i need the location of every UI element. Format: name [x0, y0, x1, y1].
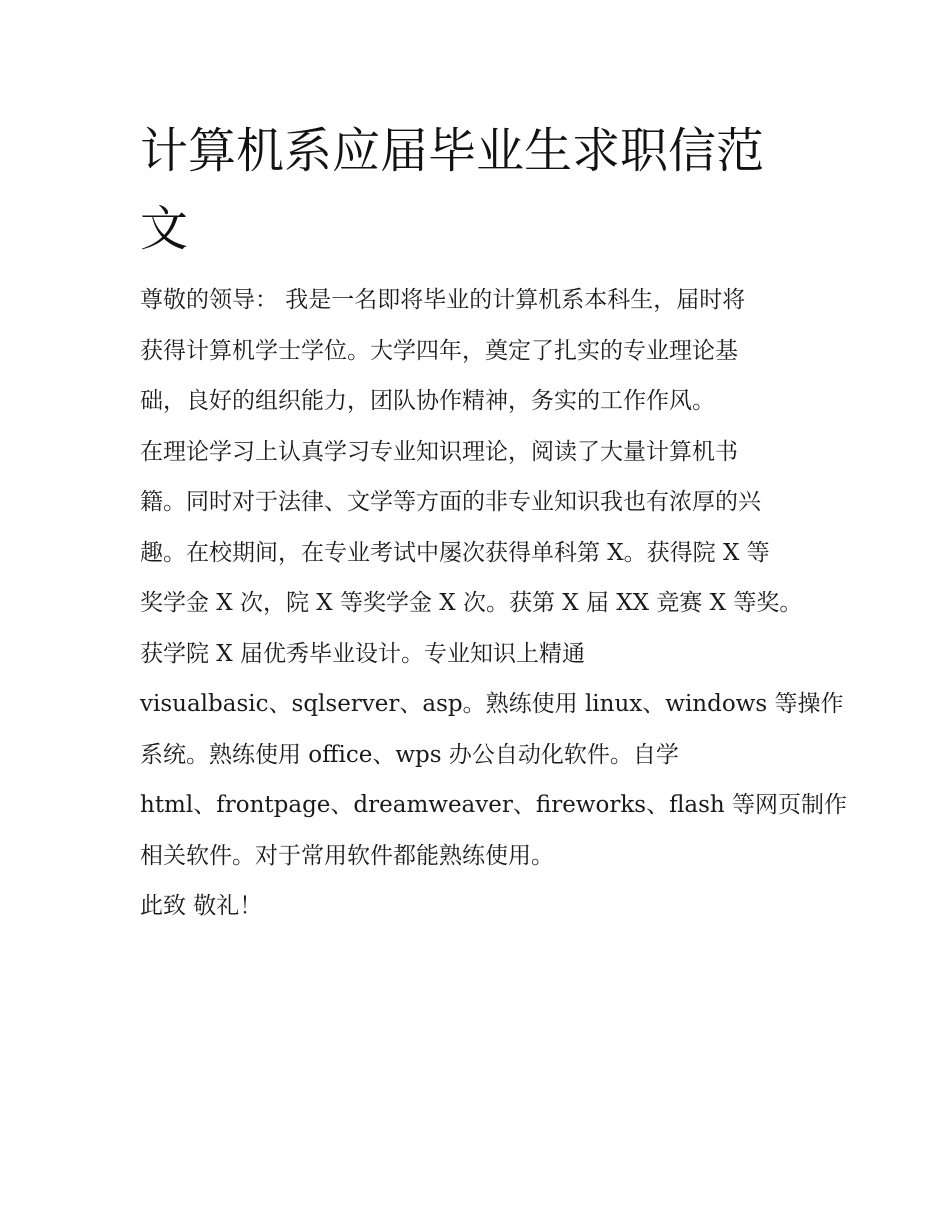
body-line-salutation: 尊敬的领导： 我是一名即将毕业的计算机系本科生，届时将	[140, 287, 746, 313]
body-line: 获得计算机学士学位。大学四年，奠定了扎实的专业理论基	[140, 337, 738, 364]
body-line: html、frontpage、dreamweaver、fireworks、flash 等网页制作	[140, 792, 848, 818]
body-line: 获学院 X 届优秀毕业设计。专业知识上精通	[140, 640, 585, 667]
body-line: 相关软件。对于常用软件都能熟练使用。	[140, 842, 554, 869]
body-line: 在理论学习上认真学习专业知识理论，阅读了大量计算机书	[140, 438, 738, 465]
body-line: 趣。在校期间，在专业考试中屡次获得单科第 X。获得院 X 等	[140, 539, 770, 566]
title-line: 计算机系应届毕业生求职信范	[140, 123, 765, 179]
body-line: 础，良好的组织能力，团队协作精神，务实的工作作风。	[140, 388, 715, 414]
document-title	[140, 112, 820, 268]
body-line: 奖学金 X 次，院 X 等奖学金 X 次。获第 X 届 XX 竞赛 X 等奖。	[140, 590, 803, 616]
body-line: visualbasic、sqlserver、asp。熟练使用 linux、windows 等操作	[140, 691, 844, 717]
body-line: 籍。同时对于法律、文学等方面的非专业知识我也有浓厚的兴	[140, 489, 761, 515]
body-line: 系统。熟练使用 office、wps 办公自动化软件。自学	[140, 741, 679, 768]
letter-body	[140, 275, 848, 932]
title-line: 文	[140, 201, 189, 257]
body-line-closing: 此致 敬礼！	[140, 893, 263, 919]
